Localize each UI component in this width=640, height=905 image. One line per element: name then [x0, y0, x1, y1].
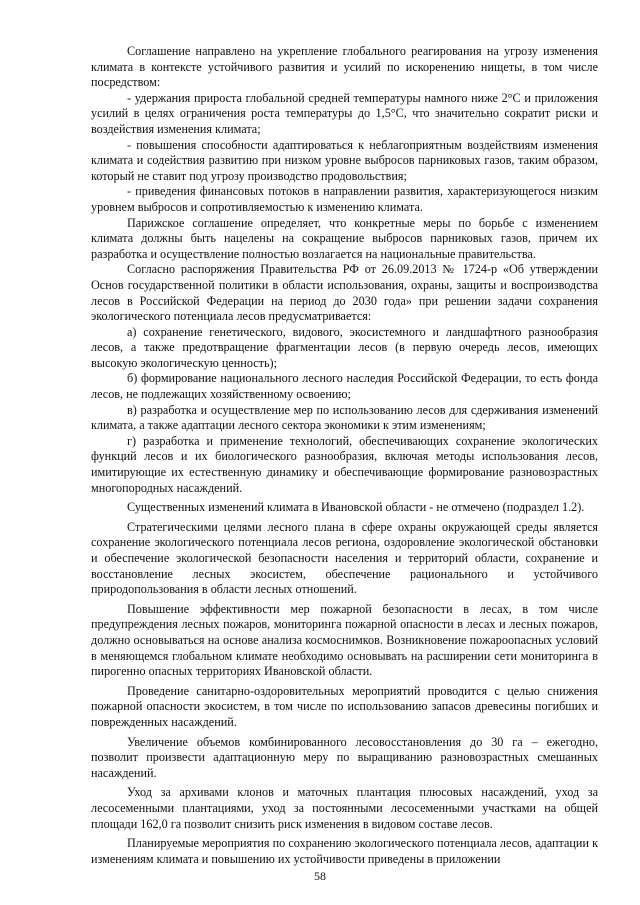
- paragraph-item-a: а) сохранение генетического, видового, экосистемного и ландшафтного разнообразия лесов, а также предотвращение фрагментации лесов (в первую очередь лесов, имеющих высокую экологическую ценность);: [91, 324, 598, 370]
- paragraph-planned-measures: Планируемые мероприятия по сохранению экологического потенциала лесов, адаптации к изменениям климата и повышению их устойчивости приведены в приложении: [91, 836, 598, 866]
- paragraph-finance-goal: - приведения финансовых потоков в направлении развития, характеризующегося низким уровнем выбросов и сопротивляемостью к изменению климата.: [91, 184, 598, 214]
- paragraph-item-b: б) формирование национального лесного наследия Российской Федерации, то есть фонда лесов, не подлежащих хозяйственному освоению;: [91, 371, 598, 402]
- paragraph-agreement-intro: Соглашение направлено на укрепление глобального реагирования на угрозу изменения климата в контексте устойчивого развития и усилий по искоренению нищеты, в том числе посредством:: [91, 44, 598, 90]
- paragraph-item-c: в) разработка и осуществление мер по использованию лесов для сдерживания изменений климата, а также адаптации лесного сектора экономики к этим изменениям;: [91, 402, 598, 433]
- paragraph-sanitary-measures: Проведение санитарно-оздоровительных мероприятий проводится с целью снижения пожарной опасности экосистем, в том числе по использованию запасов древесины погибших и поврежденных насаждений.: [91, 683, 598, 729]
- page-number: 58: [314, 869, 326, 883]
- paragraph-government-order: Согласно распоряжения Правительства РФ от 26.09.2013 № 1724-р «Об утверждении Основ государственной политики в области использования, охраны, защиты и воспроизводства лесов в Российской Федерации на период до 2030 года» при решении задачи сохранения экологического потенциала лесов предусматривается:: [91, 262, 598, 324]
- paragraph-seed-plantations: Уход за архивами клонов и маточных плантация плюсовых насаждений, уход за лесосеменными плантациями, уход за постоянными лесосеменными участками на общей площади 162,0 га позволит снизить риск изменения в видовом составе лесов.: [91, 785, 598, 831]
- paragraph-paris-agreement: Парижское соглашение определяет, что конкретные меры по борьбе с изменением климата должны быть нацелены на сокращение выбросов парниковых газов, причем их разработка и осуществление полностью возлагается на национальные правительства.: [91, 215, 598, 261]
- paragraph-reforestation: Увеличение объемов комбинированного лесовосстановления до 30 га – ежегодно, позволит произвести адаптационную меру по выращиванию разновозрастных смешанных насаждений.: [91, 734, 598, 780]
- paragraph-adaptation-goal: - повышения способности адаптироваться к неблагоприятным воздействиям изменения климата и содействия развитию при низком уровне выбросов парниковых газов, таким образом, который не ставит под угрозу производство продовольствия;: [91, 137, 598, 183]
- paragraph-temperature-goal: - удержания прироста глобальной средней температуры намного ниже 2°С и приложения усилий в целях ограничения роста температуры до 1,5°С, что значительно сократит риски и воздействия изменения климата;: [91, 90, 598, 136]
- paragraph-climate-changes: Существенных изменений климата в Ивановской области - не отмечено (подраздел 1.2).: [127, 500, 585, 515]
- paragraph-strategic-goals: Стратегическими целями лесного плана в сфере охраны окружающей среды является сохранение экологического потенциала лесов региона, оздоровление экологической обстановки и обеспечение экологической безопасности населения и территорий области, сохранение и восстановление лесных экосистем, обеспечение рационального и устойчивого природопользования в области лесных отношений.: [91, 519, 598, 597]
- body-text: [91, 44, 598, 867]
- paragraph-item-d: г) разработка и применение технологий, обеспечивающих сохранение экологических функций лесов и их биологического разнообразия, включая методы использования лесов, имитирующие их естественную динамику и обеспечивающие формирование разновозрастных многопородных насаждений.: [91, 433, 598, 495]
- paragraph-fire-safety: Повышение эффективности мер пожарной безопасности в лесах, в том числе предупреждения лесных пожаров, мониторинга пожарной опасности в лесах и лесных пожаров, должно основываться на основе анализа космоснимков. Возникновение пожароопасных условий в меняющемся глобальном климате необходимо основывать на расширении сети мониторинга в пирогенно опасных территориях Ивановской области.: [91, 601, 598, 679]
